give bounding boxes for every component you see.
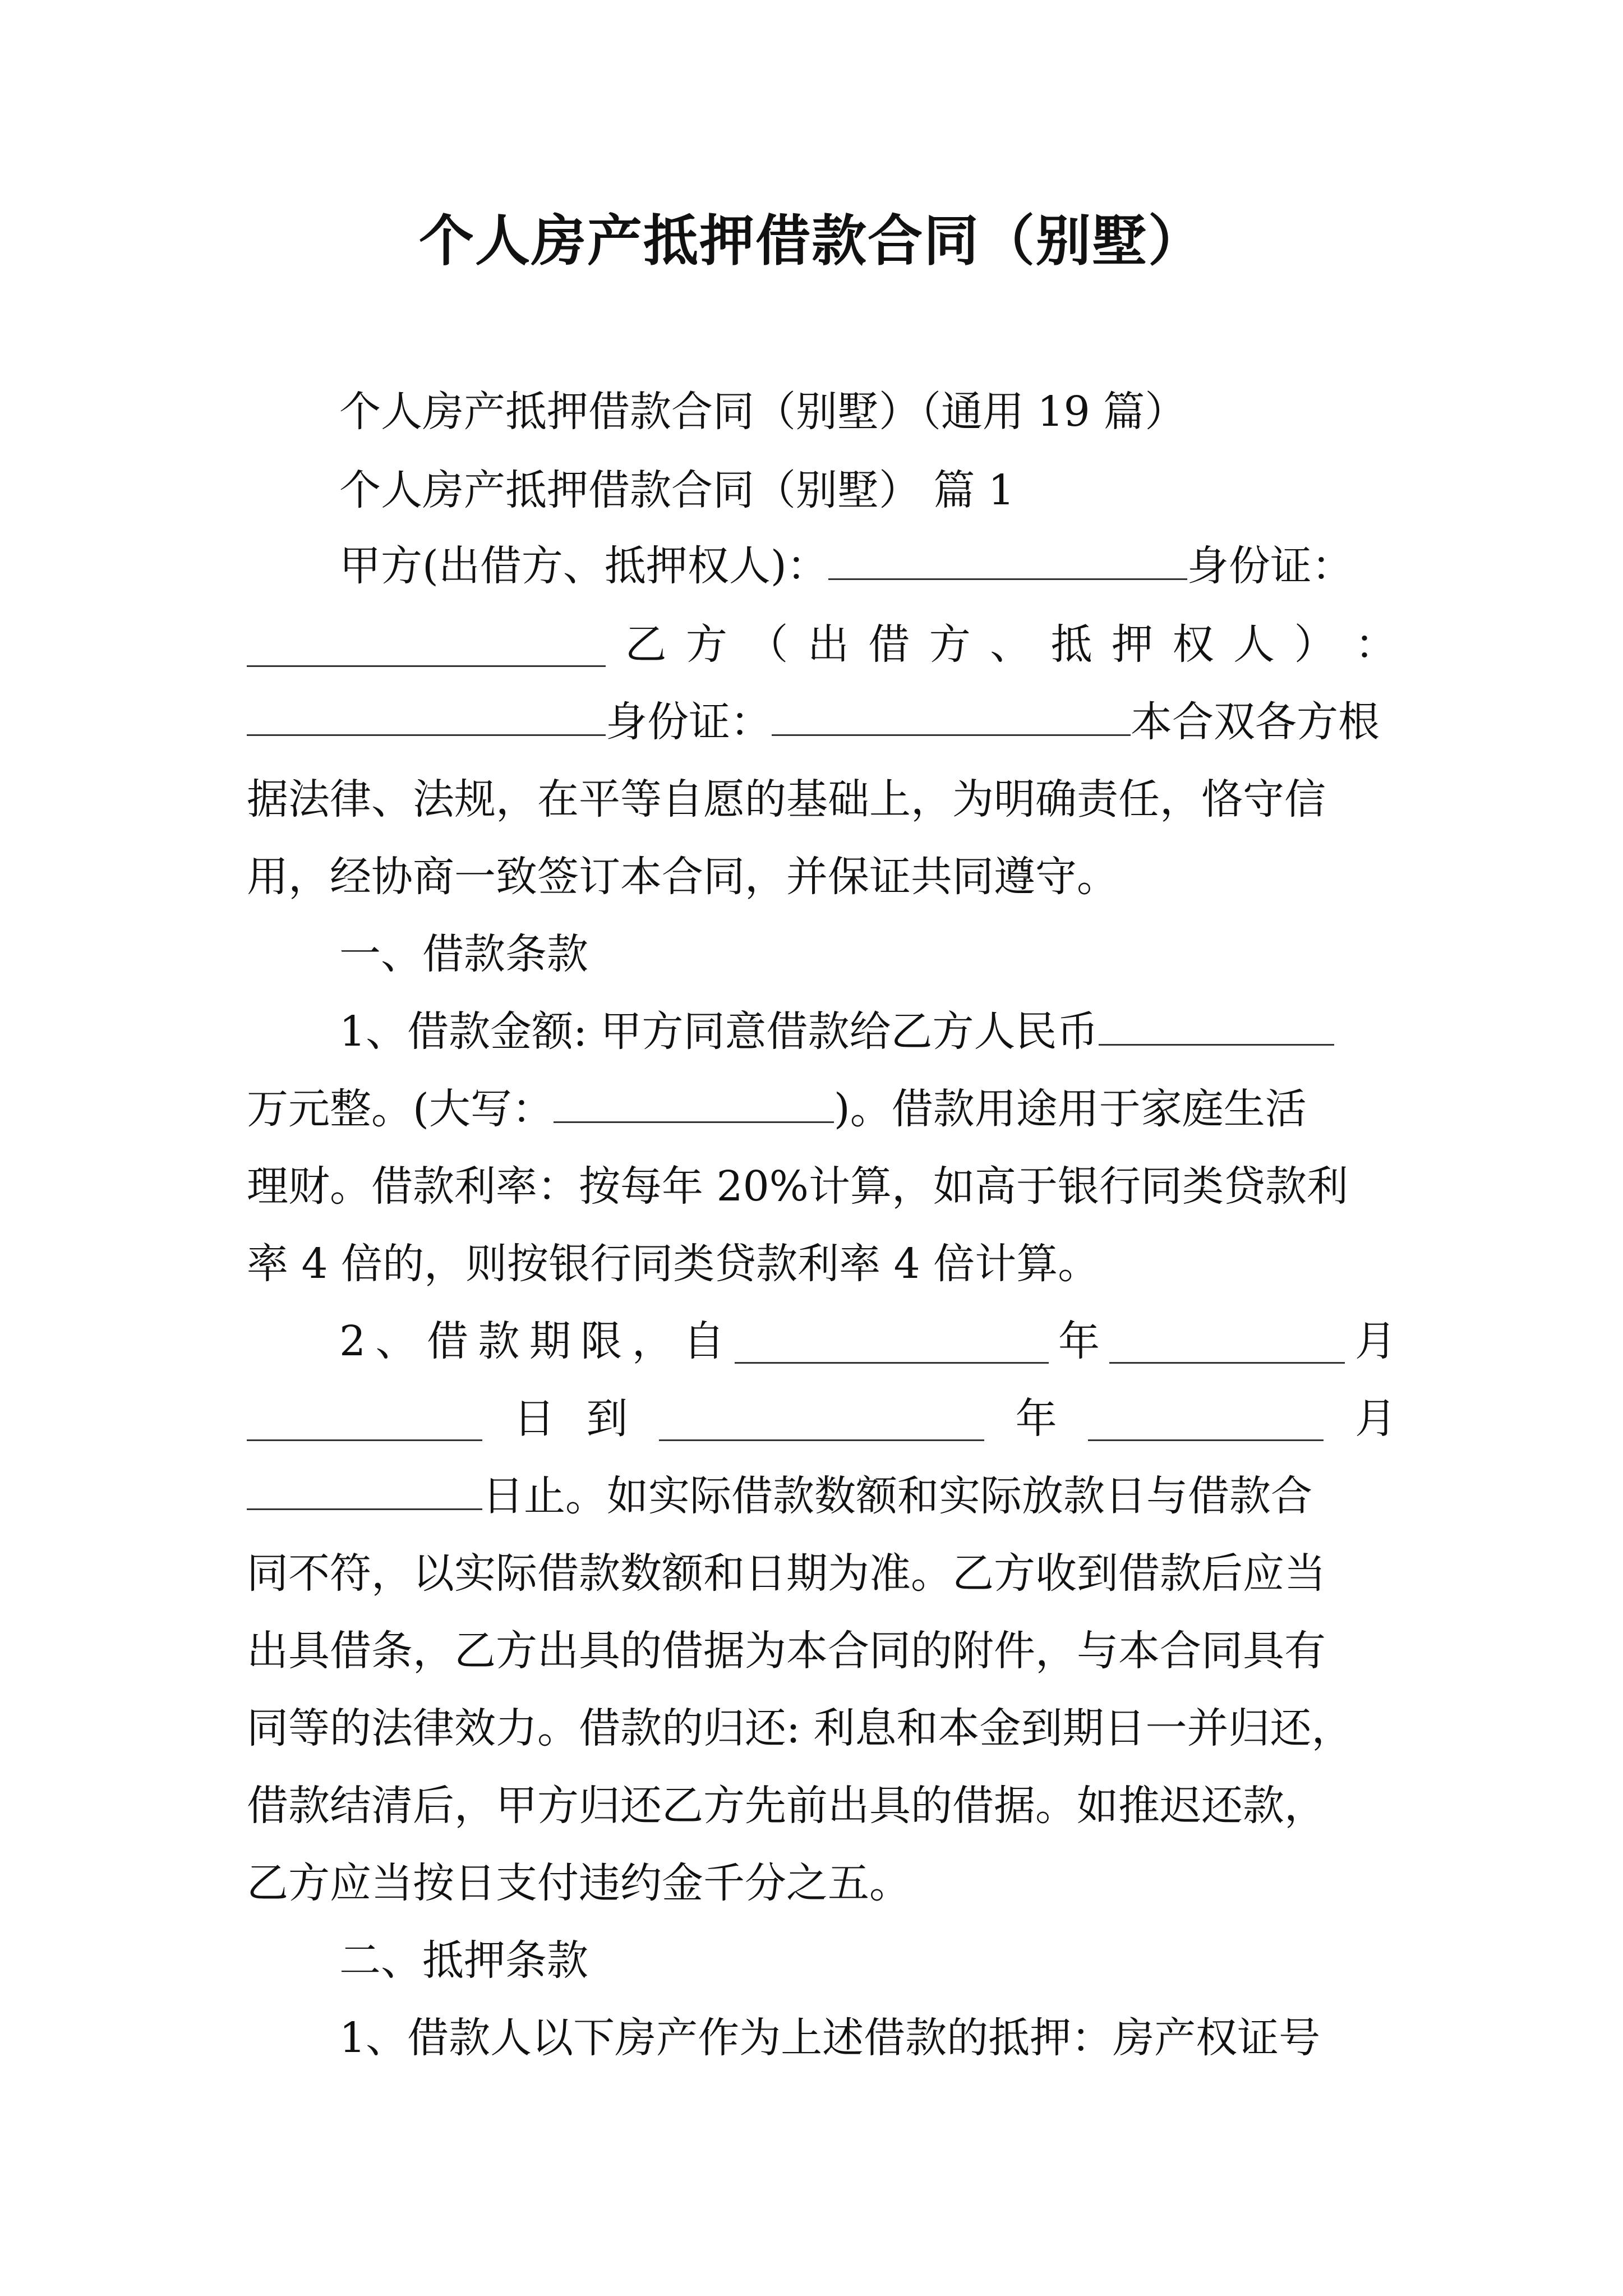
clause-2-char: 限: [580, 1317, 623, 1365]
party-b-char: 借: [868, 620, 910, 669]
clause-2-char: 、: [375, 1317, 417, 1365]
document-subtitle: 个人房产抵押借款合同（别墅）（通用 19 篇）: [339, 388, 1187, 436]
party-a-name-blank: [828, 536, 1187, 580]
party-b-char: （: [746, 620, 789, 669]
end-year-blank: [659, 1397, 984, 1441]
clause-2-char: 借: [426, 1317, 468, 1365]
party-b-id-label: 身份证：: [606, 698, 772, 746]
intro-text-line: 用，经协商一致签订本合同，并保证共同遵守。: [247, 853, 1118, 901]
clause-2-char: 期: [529, 1317, 571, 1365]
party-b-char: 乙: [625, 620, 667, 669]
clause-2-char: 款: [478, 1317, 520, 1365]
party-b-char: ：: [1354, 620, 1396, 669]
clause-1-line: [247, 1070, 1396, 1148]
clause-2-line: [247, 1457, 1396, 1535]
clause-1-line: 率 4 倍的，则按银行同类贷款利率 4 倍计算。: [247, 1240, 1100, 1288]
start-month-blank: [1109, 1319, 1345, 1364]
clause-2-text: 日止。如实际借款数额和实际放款日与借款合: [482, 1472, 1312, 1520]
section-heading-mortgage: 二、抵押条款: [339, 1936, 588, 1985]
clause-2-line: [247, 1380, 1396, 1457]
party-b-char: 人: [1233, 620, 1275, 669]
party-b-line: [247, 606, 1396, 683]
clause-2-line: 乙方应当按日支付违约金千分之五。: [247, 1859, 911, 1907]
day-label: 日: [513, 1395, 555, 1443]
section-heading-loan: 一、借款条款: [339, 930, 588, 978]
clause-1-text: )。借款用途用于家庭生活: [833, 1085, 1307, 1133]
party-b-id-line: [247, 683, 1396, 761]
start-year-blank: [735, 1319, 1049, 1364]
clause-1-text: 1、借款金额: 甲方同意借款给乙方人民币: [339, 1007, 1099, 1056]
year-label: 年: [1058, 1317, 1100, 1365]
party-b-id-blank: [772, 692, 1131, 736]
start-day-blank: [247, 1397, 482, 1441]
intro-text-line: 据法律、法规，在平等自愿的基础上，为明确责任，恪守信: [247, 775, 1326, 823]
clause-1-text: 万元整。(大写：: [247, 1085, 554, 1133]
end-day-blank: [247, 1466, 482, 1510]
party-b-name-blank: [247, 692, 606, 736]
month-label: 月: [1354, 1395, 1396, 1443]
clause-1-line: [339, 993, 1399, 1070]
year-label: 年: [1015, 1395, 1057, 1443]
party-b-char: 押: [1112, 620, 1154, 669]
amount-in-words-blank: [554, 1079, 834, 1123]
end-month-blank: [1088, 1397, 1324, 1441]
clause-2-line: 同不符，以实际借款数额和日期为准。乙方收到借款后应当: [247, 1549, 1326, 1598]
clause-2-char: 2: [339, 1317, 366, 1365]
party-a-line: [339, 527, 1399, 605]
party-b-char: 、: [990, 620, 1032, 669]
month-label: 月: [1354, 1317, 1396, 1365]
party-a-id-label: 身份证：: [1187, 542, 1353, 590]
clause-2-line: 出具借条，乙方出具的借据为本合同的附件，与本合同具有: [247, 1627, 1326, 1675]
loan-amount-blank: [1099, 1001, 1334, 1046]
clause-2-char: 自: [683, 1317, 725, 1365]
party-b-char: ）: [1294, 620, 1336, 669]
to-label: 到: [586, 1395, 628, 1443]
document-title: 个人房产抵押借款合同（别墅）: [418, 209, 1204, 273]
party-b-char: 出: [807, 620, 849, 669]
article-heading: 个人房产抵押借款合同（别墅） 篇 1: [339, 466, 1015, 514]
party-a-label: 甲方(出借方、抵押权人)：: [339, 542, 828, 590]
clause-2-line: 借款结清后，甲方归还乙方先前出具的借据。如推迟还款，: [247, 1782, 1326, 1830]
party-b-char: 方: [685, 620, 727, 669]
clause-2-line: [339, 1303, 1396, 1380]
clause-2-char: ，: [631, 1317, 674, 1365]
party-b-char: 方: [929, 620, 971, 669]
mortgage-clause-line: 1、借款人以下房产作为上述借款的抵押：房产权证号: [339, 2014, 1321, 2062]
intro-text-start: 本合双各方根: [1131, 698, 1380, 746]
party-b-char: 抵: [1050, 620, 1092, 669]
clause-1-line: 理财。借款利率：按每年 20%计算，如高于银行同类贷款利: [247, 1162, 1348, 1211]
party-b-char: 权: [1172, 620, 1214, 669]
clause-2-line: 同等的法律效力。借款的归还: 利息和本金到期日一并归还，: [247, 1704, 1353, 1752]
party-a-id-blank: [247, 623, 606, 667]
